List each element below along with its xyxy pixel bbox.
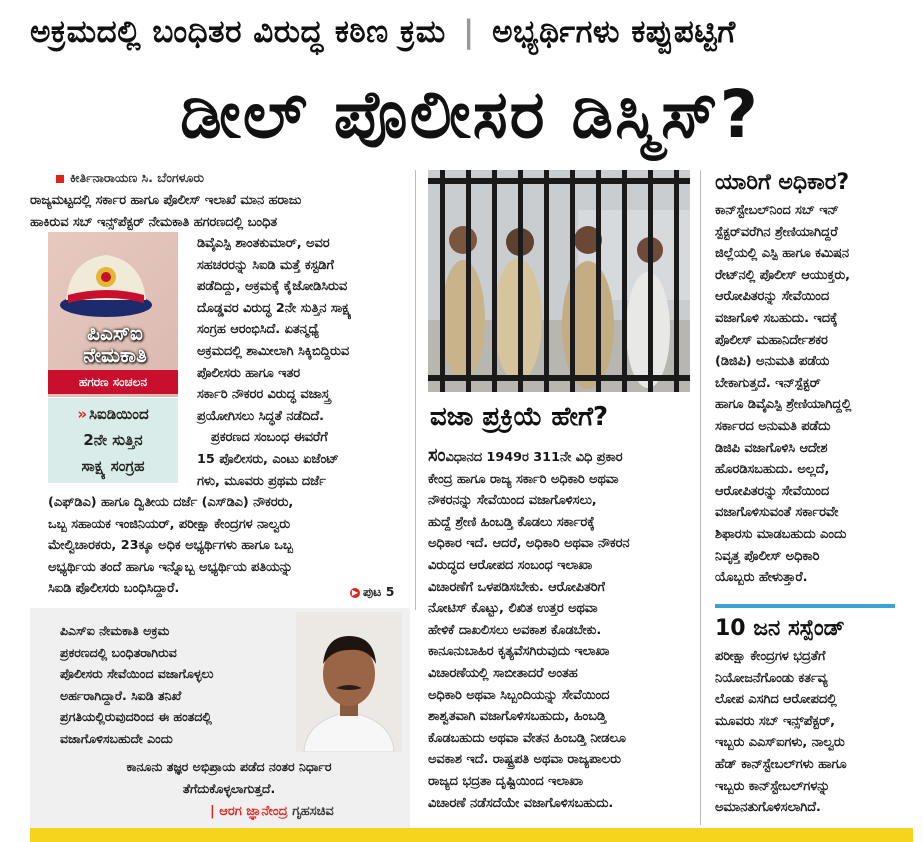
right-line: (ಡಿಜಿಪಿ) ಅನುಮತಿ ಪಡೆಯ xyxy=(715,354,830,370)
quote-line: ತೆಗೆದುಕೊಳ್ಳಲಾಗುತ್ತದೆ. xyxy=(182,780,276,796)
lead-line: ರಾಜ್ಯಮಟ್ಟದಲ್ಲಿ ಸರ್ಕಾರ ಹಾಗೂ ಪೊಲೀಸ್ ಇಲಾಖೆ ಮಾನ ಹರಾಜು xyxy=(30,193,302,208)
center-line: ಹೇಳಿಕೆ ದಾಖಲಿಸಲು ಅವಕಾಶ ಕೊಡಬೇಕು. xyxy=(428,622,602,638)
logo-title: ಪಿಎಸ್ಐ ನೇಮಕಾತಿ xyxy=(83,321,147,367)
lead-wide-lines xyxy=(48,492,402,600)
lead-full-width xyxy=(30,190,402,233)
byline-text: ಕೀರ್ತಿನಾರಾಯಣ ಸಿ. ಬೆಂಗಳೂರು xyxy=(70,170,204,185)
center-line: ವಿರುದ್ಧದ ಆರೋಪದ ಸಂಬಂಧ ಇಲಾಖಾ xyxy=(428,557,593,573)
byline xyxy=(56,170,204,186)
lead-line: ಅಭ್ಯರ್ಥಿಯ ತಂದೆ ಹಾಗೂ ಇನ್ನೊಬ್ಬ ಅಭ್ಯರ್ಥಿಯ ಪತಿಯನ್ನು xyxy=(48,559,293,575)
lead-line: ದೊಡ್ಡವರ ವಿರುದ್ಧ 2ನೇ ಸುತ್ತಿನ ಸಾಕ್ಷ್ಯ xyxy=(197,300,352,316)
center-line: ವಿಚಾರಣೆ ನಡೆಸದೆಯೇ ವಜಾಗೊಳಿಸಬಹುದು. xyxy=(428,795,614,811)
right-line: ಆರೋಪಿತರನ್ನು ಸೇವೆಯಿಂದ xyxy=(715,289,830,305)
quote-line: ಪಿಎಸ್ಐ ನೇಮಕಾತಿ ಅಕ್ರಮ xyxy=(60,623,170,638)
right-line: ರೇಟ್‌ನಲ್ಲಿ ಪೊಲೀಸ್ ಆಯುಕ್ತರು, xyxy=(715,267,851,283)
center-line: ವಿಚಾರಣೆಯಲ್ಲಿ ಸಾಬೀತಾದರೆ ಅಂತಹ xyxy=(428,665,578,681)
section-divider xyxy=(715,604,895,608)
dropcap: ಸಂ xyxy=(428,445,446,466)
minister-portrait xyxy=(296,612,402,752)
right-line: ಪೊಲೀಸ್ ಮಹಾನಿರ್ದೇಶಕರ xyxy=(715,332,828,348)
center-line: ಶಾಶ್ವತವಾಗಿ ವಜಾಗೊಳಿಸಬಹುದು, ಹಿಂಬಡ್ತಿ xyxy=(428,709,607,725)
right-line: ಪರೀಕ್ಷಾ ಕೇಂದ್ರಗಳ ಭದ್ರತೆಗೆ xyxy=(715,649,826,664)
lead-line: ಒಬ್ಬ ಸಹಾಯಕ ಇಂಜಿನಿಯರ್, ಪರೀಕ್ಷಾ ಕೇಂದ್ರಗಳ ನಾಲ್ವರು xyxy=(48,516,291,532)
continued-label: ಪುಟ 5 xyxy=(363,584,395,599)
highlight-line: 2ನೇ ಸುತ್ತಿನ xyxy=(83,431,143,449)
center-line: ಅವಕಾಶ ಇದೆ. ರಾಷ್ಟ್ರಪತಿ ಅಥವಾ ರಾಜ್ಯಪಾಲರು xyxy=(428,752,621,768)
column-divider xyxy=(700,170,701,825)
lead-line: ಗಳು, ಮೂವರು ಪ್ರಥಮ ದರ್ಜೆ xyxy=(197,473,326,489)
center-body xyxy=(428,445,690,814)
lead-line: 15 ಪೊಲೀಸರು, ಎಂಟು ಏಜೆಂಟ್ xyxy=(197,451,339,467)
quote-text xyxy=(60,620,300,749)
highlight-line: ಸಾಕ್ಷ್ಯ ಸಂಗ್ರಹ xyxy=(81,457,145,475)
lead-line: ಅಕ್ರಮದಲ್ಲಿ ಶಾಮೀಲಾಗಿ ಸಿಕ್ಕಿಬಿದ್ದಿರುವ xyxy=(197,343,350,359)
center-line: ನೋಟಿಸ್ ಕೊಟ್ಟು, ಲಿಖಿತ ಉತ್ತರ ಅಥವಾ xyxy=(428,601,598,617)
lead-line: ಸಹಚರರನ್ನು ಸಿಐಡಿ ಮತ್ತೆ ಕಸ್ಟಡಿಗೆ xyxy=(197,257,334,273)
arrow-right-icon: ▶ xyxy=(351,587,359,597)
kicker-separator: | xyxy=(462,14,475,50)
highlight-text xyxy=(54,401,172,479)
right-top-body xyxy=(715,200,910,589)
quote-end xyxy=(60,756,398,799)
right-line: ಆರೋಪಿತರನ್ನು ಸೇವೆಯಿಂದ xyxy=(715,483,830,499)
center-line: ವಿಚಾರಣೆಗೆ ಒಳಪಡಿಸಬೇಕು. ಆರೋಪಿತರಿಗೆ xyxy=(428,579,605,595)
quote-line: ಅರ್ಹರಾಗಿದ್ದಾರೆ. ಸಿಐಡಿ ತನಿಖೆ xyxy=(60,687,182,703)
right-line: ಶಿಫಾರಸು ಮಾಡಬಹುದು ಎಂದು xyxy=(715,526,847,542)
center-line: ಕೊಡಬಹುದು ಅಥವಾ ವೇತನ ಹಿಂಬಡ್ತಿ ನೀಡಲೂ xyxy=(428,730,626,746)
kicker-left: ಅಕ್ರಮದಲ್ಲಿ ಬಂಧಿತರ ವಿರುದ್ಧ ಕಠಿಣ ಕ್ರಮ xyxy=(30,14,446,50)
quote-attribution xyxy=(210,804,334,819)
right-top-heading: ಯಾರಿಗೆ ಅಧಿಕಾರ? xyxy=(715,170,850,195)
attribution-name: | ಆರಗ ಜ್ಞಾನೇಂದ್ರ xyxy=(210,804,288,819)
right-line: ವಜಾಗೊಳಿ ಸಬಹುದು. ಇದಕ್ಕೆ xyxy=(715,310,838,326)
lead-line: ಹಾಕಿರುವ ಸಬ್ ಇನ್ಸ್‌ಪೆಕ್ಟರ್ ನೇಮಕಾತಿ ಹಗರಣದಲ್ಲಿ ಬಂಧಿತ xyxy=(30,214,278,230)
right-line: ಇಬ್ಬರು ಕಾನ್‌ಸ್ಟೇಬಲ್‌ಗಳನ್ನು xyxy=(715,778,831,794)
lead-line: ಪ್ರಯೋಗಿಸಲು ಸಿದ್ಧತೆ ನಡೆದಿದೆ. xyxy=(197,408,325,424)
quote-line: ಕಾನೂನು ತಜ್ಞರ ಅಭಿಪ್ರಾಯ ಪಡೆದ ನಂತರ ನಿರ್ಧಾರ xyxy=(126,759,332,774)
news-photo xyxy=(428,170,690,392)
chevron-right-icon: » xyxy=(77,405,88,423)
center-line: ನೌಕರನನ್ನು ಸೇವೆಯಿಂದ ವಜಾಗೊಳಿಸಲು, xyxy=(428,493,597,509)
lead-line: (ಎಫ್‌ಡಿಎ) ಹಾಗೂ ದ್ವಿತೀಯ ದರ್ಜೆ (ಎಸ್‌ಡಿಎ) ನೌಕರರು, xyxy=(48,495,294,510)
right-line: ಜಿಲ್ಲೆಯಲ್ಲಿ ಎಸ್ಪಿ ಹಾಗೂ ಕಮಿಷನ xyxy=(715,246,849,262)
center-heading: ವಜಾ ಪ್ರಕ್ರಿಯೆ ಹೇಗೆ? xyxy=(430,402,609,432)
lead-line: ಮೇಲ್ವಿಚಾರಕರು, 23ಕ್ಕೂ ಅಧಿಕ ಅಭ್ಯರ್ಥಿಗಳು ಹಾಗೂ ಒಬ್ಬ xyxy=(48,538,293,554)
bottom-banner xyxy=(30,828,913,842)
quote-line: ಪ್ರಗತಿಯಲ್ಲಿರುವುದರಿಂದ ಈ ಹಂತದಲ್ಲಿ xyxy=(60,709,212,724)
lead-line: ಸರ್ಕಾರಿ ನೌಕರರ ವಿರುದ್ಧ ವಜಾಸ್ತ್ರ xyxy=(197,387,330,403)
quote-line: ವಜಾಗೊಳಿಸಬಹುದೇ ಎಂದು xyxy=(60,730,173,746)
kicker-line xyxy=(30,14,910,58)
logo-subtitle: ಹಗರಣ ಸಂಚಲನ xyxy=(48,370,178,394)
column-divider xyxy=(415,170,416,610)
lead-line: ಡಿವೈಎಸ್ಪಿ ಶಾಂತಕುಮಾರ್, ಅವರ xyxy=(197,236,330,251)
kicker-right: ಅಭ್ಯರ್ಥಿಗಳು ಕಪ್ಪುಪಟ್ಟಿಗೆ xyxy=(492,14,736,50)
right-line: ನಿಯೋಜನೆಗೊಂಡು ಕರ್ತವ್ಯ xyxy=(715,670,828,686)
lead-line: ಪೊಲೀಸರು ಹಾಗೂ ಇತರ xyxy=(197,365,301,381)
right-line: ಹಾಗೂ ಡಿವೈಎಸ್ಪಿ ಶ್ರೇಣಿಯಾಗಿದ್ದಲ್ಲಿ xyxy=(715,397,852,413)
lead-line: ಸಂಗ್ರಹ ಆರಂಭಿಸಿದೆ. ಏತನ್ಮಧ್ಯೆ xyxy=(197,322,320,338)
center-line: ಅಧಿಕಾರಿ ಅಥವಾ ಸಿಬ್ಬಂದಿಯನ್ನು ಸೇವೆಯಿಂದ xyxy=(428,687,610,703)
lead-line: ಸಿಐಡಿ ಪೊಲೀಸರು ಬಂಧಿಸಿದ್ದಾರೆ. xyxy=(48,581,180,597)
quote-line: ಪ್ರಕರಣದಲ್ಲಿ ಬಂಧಿತರಾಗಿರುವ xyxy=(60,644,177,660)
quote-line: ಪೊಲೀಸರು ಸೇವೆಯಿಂದ ವಜಾಗೊಳ್ಳಲು xyxy=(60,666,214,681)
lead-line: ಪ್ರಕರಣದ ಸಂಬಂಧ ಈವರೆಗೆ xyxy=(211,430,328,446)
right-line: ಹೆಡ್ ಕಾನ್‌ಸ್ಟೇಬಲ್‌ಗಳು ಹಾಗೂ xyxy=(715,756,847,772)
attribution-role: ಗೃಹಸಚಿವ xyxy=(292,804,334,819)
right-line: ಬೇಕಾಗುತ್ತದೆ. ಇನ್‌ಸ್ಪೆಕ್ಟರ್ xyxy=(715,375,821,391)
center-line: ರಾಜ್ಯದ ಭದ್ರತಾ ದೃಷ್ಟಿಯಿಂದ ಇಲಾಖಾ xyxy=(428,773,584,789)
lead-narrow-column xyxy=(197,233,402,492)
lead-line: ಪಡೆದಿದ್ದು, ಅಕ್ರಮಕ್ಕೆ ಕೈಜೋಡಿಸಿರುವ xyxy=(197,279,348,295)
right-line: ಹೊರಡಿಸಬಹುದು. ಅಲ್ಲದೆ, xyxy=(715,462,830,478)
right-line: ವಜಾಗೊಳಿಸುವಂತೆ ಸರ್ಕಾರವೇ xyxy=(715,505,839,521)
right-bottom-heading: 10 ಜನ ಸಸ್ಪೆಂಡ್ xyxy=(715,616,845,641)
main-headline: ಡೀಲ್ ಪೊಲೀಸರ ಡಿಸ್ಮಿಸ್? xyxy=(180,76,760,153)
highlight-line: ಸಿಐಡಿಯಿಂದ xyxy=(89,405,149,423)
right-line: ಯೊಬ್ಬರು ಹೇಳುತ್ತಾರೆ. xyxy=(715,570,808,586)
right-line: ಲೋಪ ಎಸಗಿದ ಆರೋಪದಲ್ಲಿ xyxy=(715,692,837,708)
right-line: ಸ್ಪೆಕ್ಟರ್‌ವರೆಗಿನ ಶ್ರೇಣಿಯಾಗಿದ್ದರೆ xyxy=(715,224,838,240)
right-line: ಕಾನ್‌ಸ್ಟೇಬಲ್‌ನಿಂದ ಸಬ್ ಇನ್ xyxy=(715,203,839,218)
continued-link[interactable] xyxy=(350,584,394,600)
center-line: ಹುದ್ದೆ ಶ್ರೇಣಿ ಹಿಂಬಡ್ತಿ ಕೊಡಲು ಸರ್ಕಾರಕ್ಕೆ xyxy=(428,514,595,530)
right-bottom-body xyxy=(715,646,910,819)
police-cap-icon xyxy=(58,245,154,320)
right-line: ಮೂವರು ಸಬ್ ಇನ್ಸ್‌ಪೆಕ್ಟರ್, xyxy=(715,713,835,729)
right-line: ನಿವೃತ್ತ ಪೊಲೀಸ್ ಅಧಿಕಾರಿ xyxy=(715,548,820,564)
center-line: ಕಾನೂನುಬಾಹಿರ ಕೃತ್ಯವೆಸಗಿರುವುದು ಇಲಾಖಾ xyxy=(428,644,610,660)
byline-marker-icon xyxy=(56,175,64,183)
right-line: ಇಬ್ಬರು ಎಎಸ್ಐಗಳು, ನಾಲ್ವರು xyxy=(715,735,845,751)
center-line: ಅಧಿಕಾರ ಇದೆ. ಆದರೆ, ಅಧಿಕಾರಿ ಅಥವಾ ನೌಕರನ xyxy=(428,536,630,552)
right-line: ಡಿಜಿಪಿ ವಜಾಗೊಳಿಸಿ ಆದೇಶ xyxy=(715,440,828,456)
right-line: ಸರ್ಕಾರದ ಅನುಮತಿ ಪಡೆದು xyxy=(715,418,831,434)
center-line: ಕೇಂದ್ರ ಹಾಗೂ ರಾಜ್ಯ ಸರ್ಕಾರಿ ಅಧಿಕಾರಿ ಅಥವಾ xyxy=(428,471,619,487)
center-line: ಸಂವಿಧಾನದ 1949ರ 311ನೇ ವಿಧಿ ಪ್ರಕಾರ xyxy=(428,445,623,466)
right-line: ಅಮಾನತುಗೊಳಿಸಲಾಗಿದೆ. xyxy=(715,800,821,816)
